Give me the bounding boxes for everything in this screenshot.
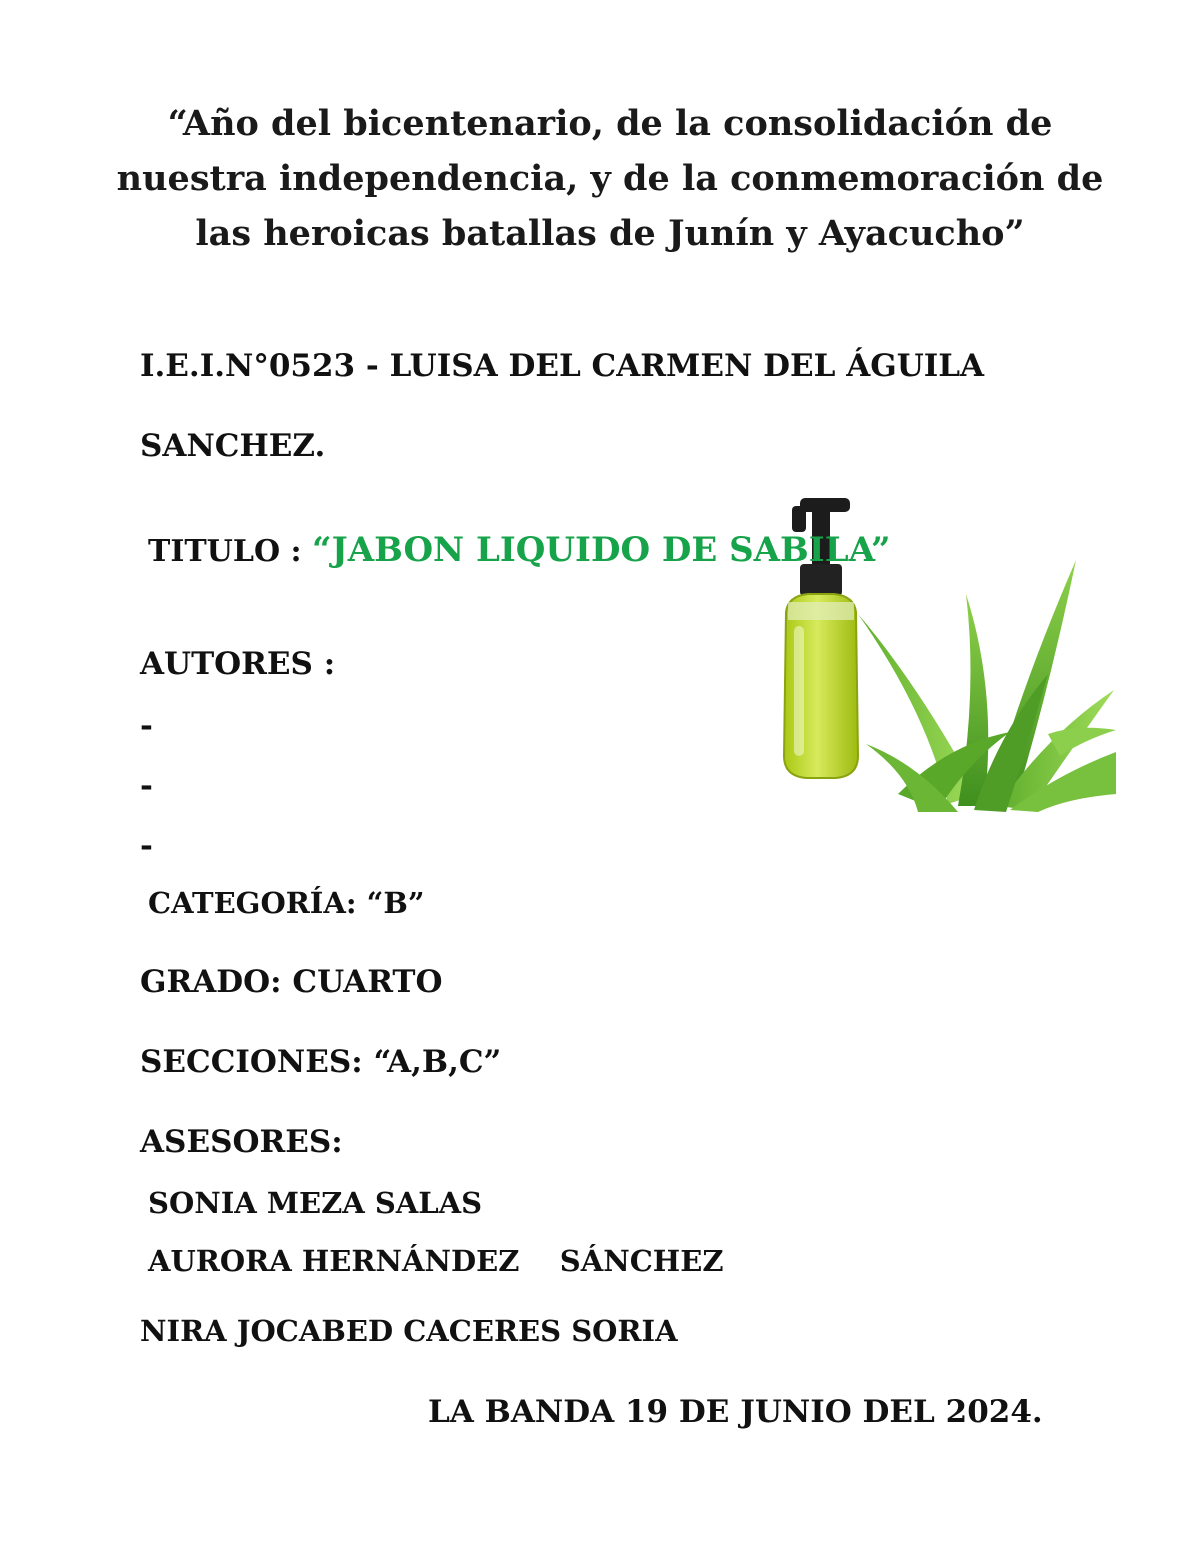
motto-line-2: nuestra independencia, y de la conmemoración de bbox=[116, 158, 1104, 199]
author-item: - bbox=[140, 828, 153, 864]
advisor-item: NIRA JOCABED CACERES SORIA bbox=[140, 1314, 678, 1348]
author-item: - bbox=[140, 768, 153, 804]
advisor-item: AURORA HERNÁNDEZ SÁNCHEZ bbox=[148, 1244, 724, 1278]
institution-line-1: I.E.I.N°0523 - LUISA DEL CARMEN DEL ÁGUILA bbox=[140, 348, 985, 384]
category-line: CATEGORÍA: “B” bbox=[148, 886, 425, 920]
author-item: - bbox=[140, 708, 153, 744]
aloe-vera-plant-icon bbox=[858, 560, 1116, 812]
motto-line-1: “Año del bicentenario, de la consolidación de bbox=[167, 103, 1053, 144]
date-line: LA BANDA 19 DE JUNIO DEL 2024. bbox=[428, 1394, 1043, 1430]
title-line bbox=[148, 530, 891, 570]
motto-heading bbox=[80, 96, 1140, 261]
sections-line: SECCIONES: “A,B,C” bbox=[140, 1044, 502, 1080]
title-value: “JABON LIQUIDO DE SABILA” bbox=[312, 530, 891, 570]
advisors-label: ASESORES: bbox=[140, 1124, 343, 1160]
institution-line-2: SANCHEZ. bbox=[140, 428, 326, 464]
authors-label: AUTORES : bbox=[140, 646, 336, 682]
motto-line-3: las heroicas batallas de Junín y Ayacucho” bbox=[195, 213, 1025, 254]
grade-line: GRADO: CUARTO bbox=[140, 964, 443, 1000]
advisor-item: SONIA MEZA SALAS bbox=[148, 1186, 483, 1220]
title-label: TITULO : bbox=[148, 534, 313, 569]
